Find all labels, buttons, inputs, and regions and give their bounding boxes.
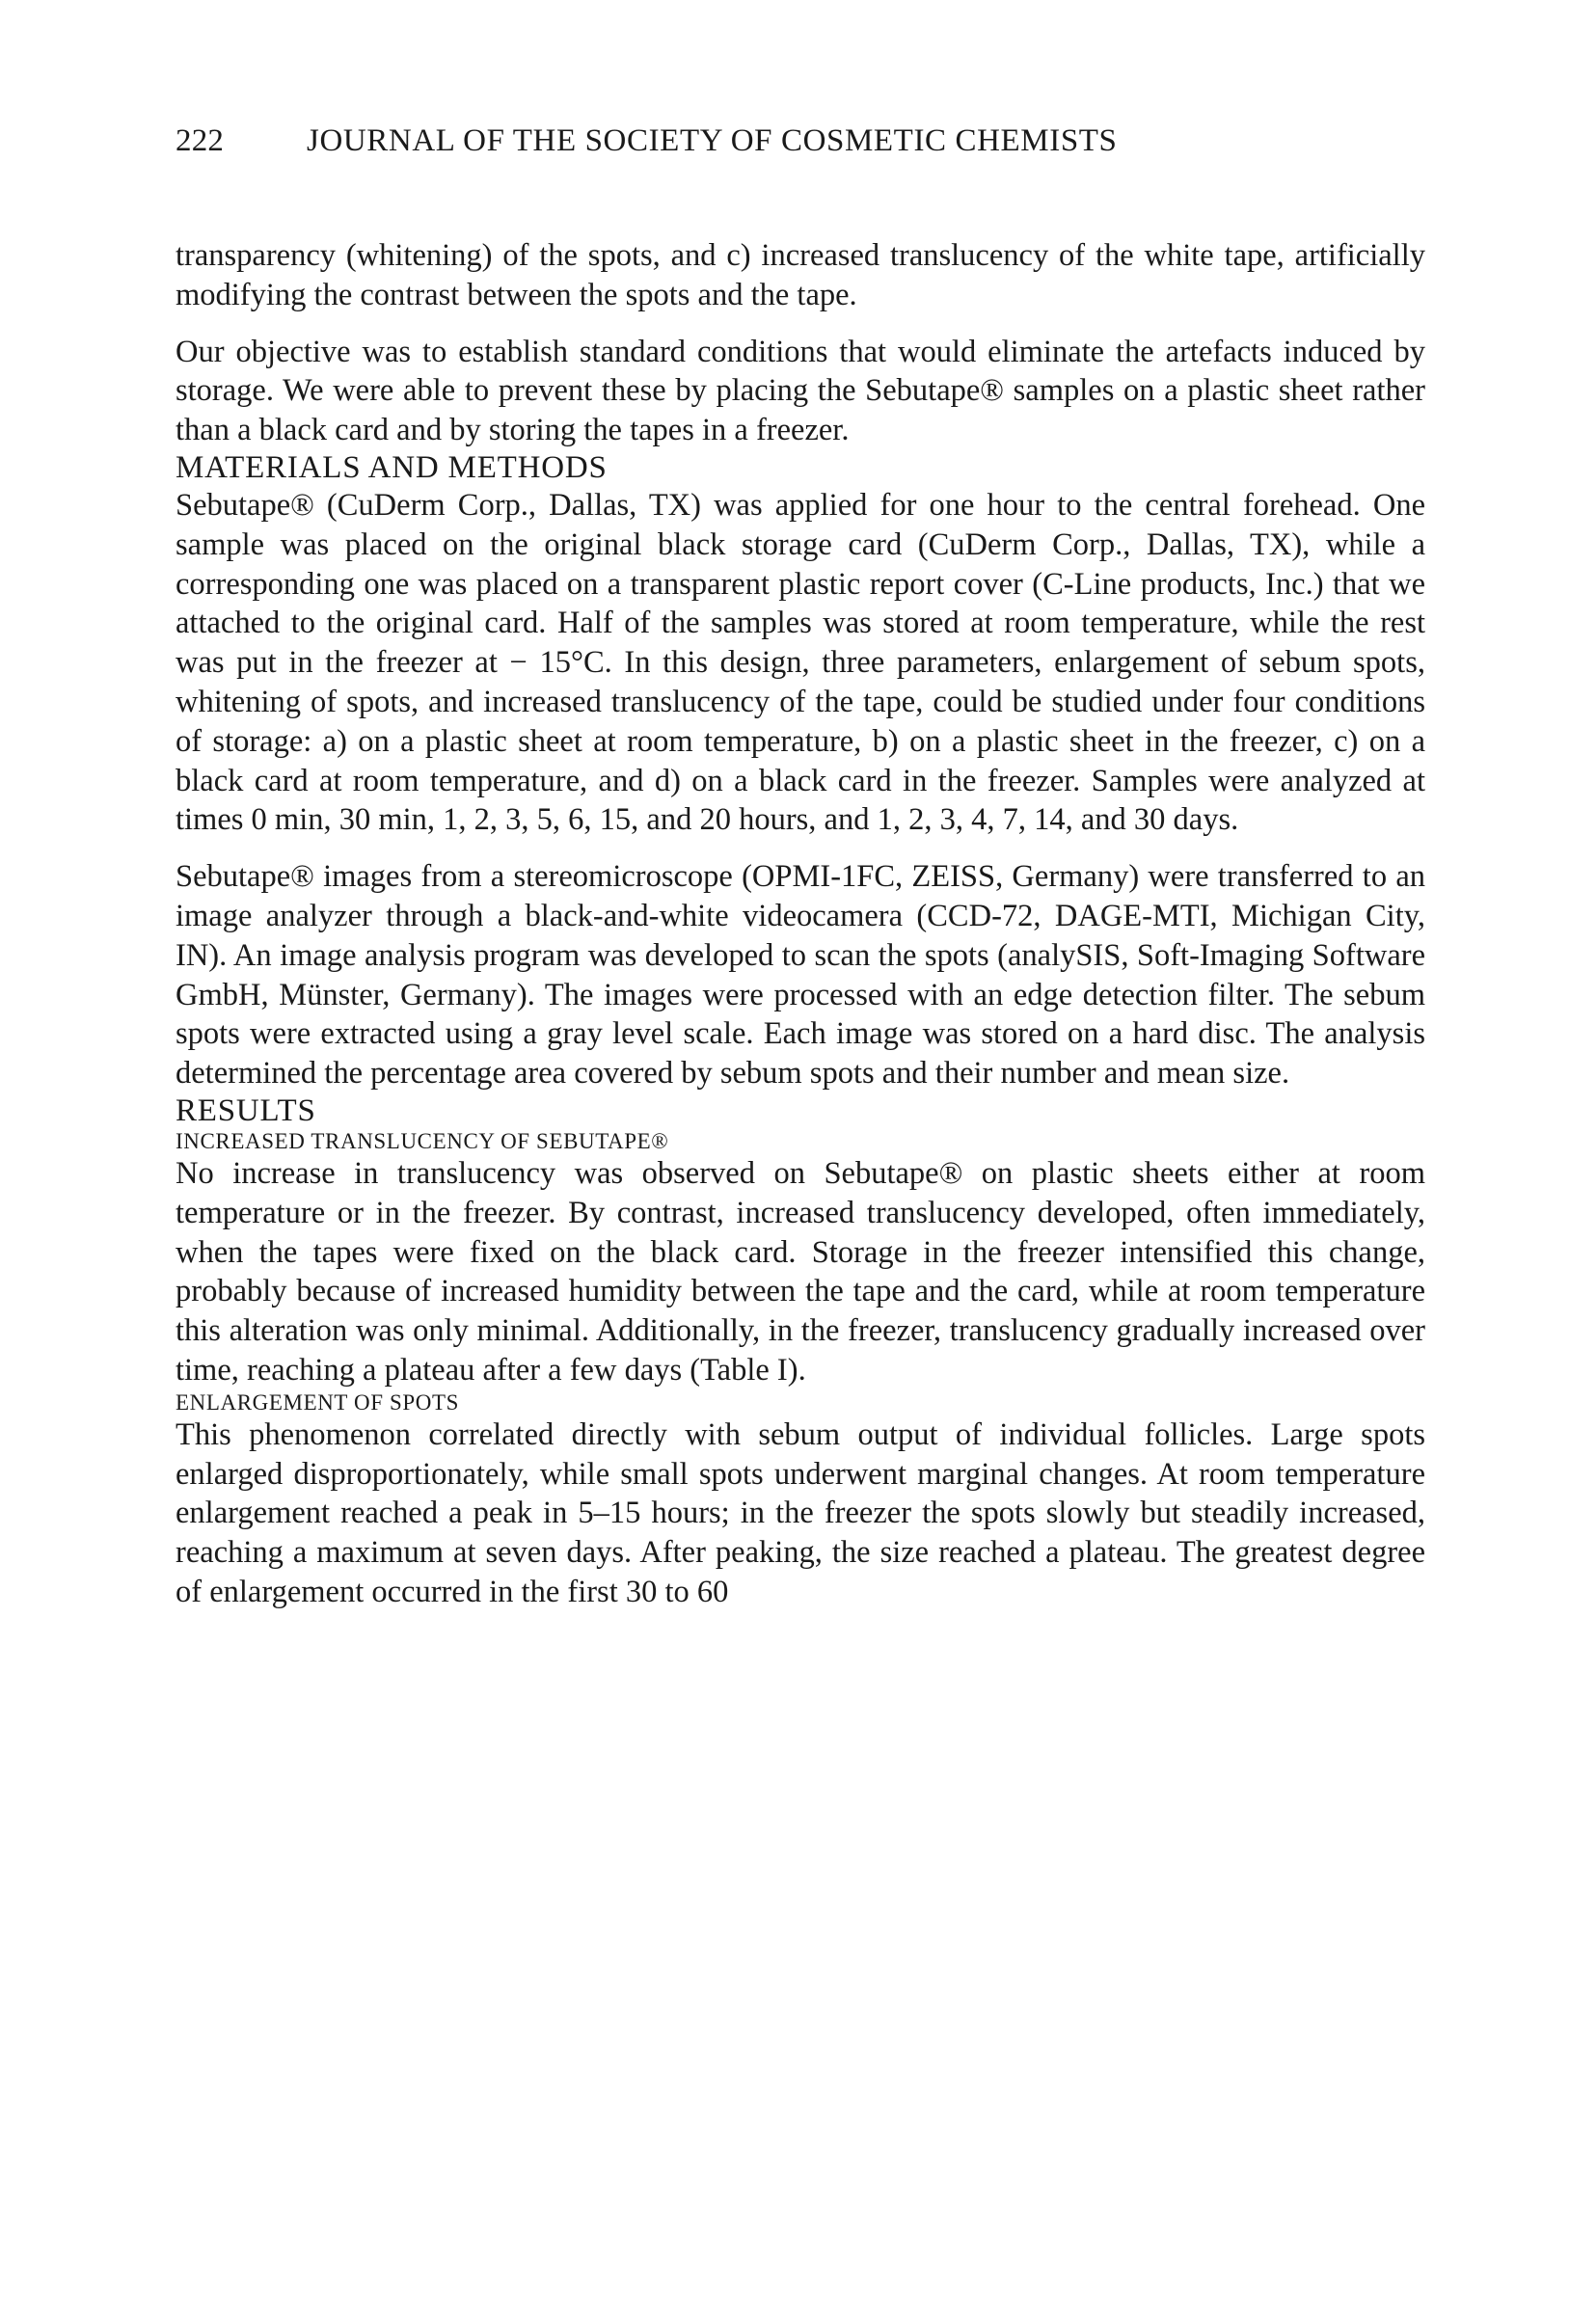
subsection-heading-translucency: INCREASED TRANSLUCENCY OF SEBUTAPE® — [176, 1128, 669, 1153]
materials-paragraph-1: Sebutape® (CuDerm Corp., Dallas, TX) was applied for one hour to the central forehead. One sample was placed on the original black storage card (CuDerm Corp., Dallas, TX), while a corresponding one was placed on a transparent plastic report cover (C-Line products, Inc.) that we attached to the original card. Half of the samples was stored at room temperature, while the rest was put in the freezer at − 15°C. In this design, three parameters, enlargement of sebum spots, whitening of spots, and increased translucency of the tape, could be studied under four conditions of storage: a) on a plastic sheet at room temperature, b) on a plastic sheet in the freezer, c) on a black card at room temperature, and d) on a black card in the freezer. Samples were analyzed at times 0 min, 30 min, 1, 2, 3, 5, 6, 15, and 20 hours, and 1, 2, 3, 4, 7, 14, and 30 days. — [176, 487, 1425, 838]
intro-paragraph-objective: Our objective was to establish standard conditions that would eliminate the artefacts induced by storage. We were able to prevent these by placing the Sebutape® samples on a plastic sheet rather than a black card and by storing the tapes in a freezer. — [176, 334, 1425, 448]
intro-paragraph-continued: transparency (whitening) of the spots, and c) increased translucency of the white tape, artificially modifying the contrast between the spots and the tape. — [176, 238, 1425, 312]
journal-page — [176, 123, 1425, 1612]
results-paragraph-enlargement: This phenomenon correlated directly with sebum output of individual follicles. Large spots enlarged disproportionately, while small spots underwent marginal changes. At room temperature enlargement reached a peak in 5–15 hours; in the freezer the spots slowly but steadily increased, reaching a maximum at seven days. After peaking, the size reached a plateau. The greatest degree of enlargement occurred in the first 30 to 60 — [176, 1416, 1425, 1609]
materials-paragraph-2: Sebutape® images from a stereomicroscope (OPMI-1FC, ZEISS, Germany) were transferred to an image analyzer through a black-and-white videocamera (CCD-72, DAGE-MTI, Michigan City, IN). An image analysis program was developed to scan the spots (analySIS, Soft-Imaging Software GmbH, Münster, Germany). The images were processed with an edge detection filter. The sebum spots were extracted using a gray level scale. Each image was stored on a hard disc. The analysis determined the percentage area covered by sebum spots and their number and mean size. — [176, 859, 1425, 1092]
journal-title: JOURNAL OF THE SOCIETY OF COSMETIC CHEMISTS — [307, 123, 1118, 158]
running-head — [176, 123, 1425, 159]
page-number: 222 — [176, 123, 225, 158]
section-heading-materials-methods: MATERIALS AND METHODS — [176, 449, 608, 485]
section-heading-results: RESULTS — [176, 1092, 316, 1128]
results-paragraph-translucency: No increase in translucency was observed on Sebutape® on plastic sheets either at room temperature or in the freezer. By contrast, increased translucency developed, often immediately, when the tapes were fixed on the black card. Storage in the freezer intensified this change, probably because of increased humidity between the tape and the card, while at room temperature this alteration was only minimal. Additionally, in the freezer, translucency gradually increased over time, reaching a plateau after a few days (Table I). — [176, 1155, 1425, 1388]
subsection-heading-enlargement: ENLARGEMENT OF SPOTS — [176, 1389, 459, 1415]
